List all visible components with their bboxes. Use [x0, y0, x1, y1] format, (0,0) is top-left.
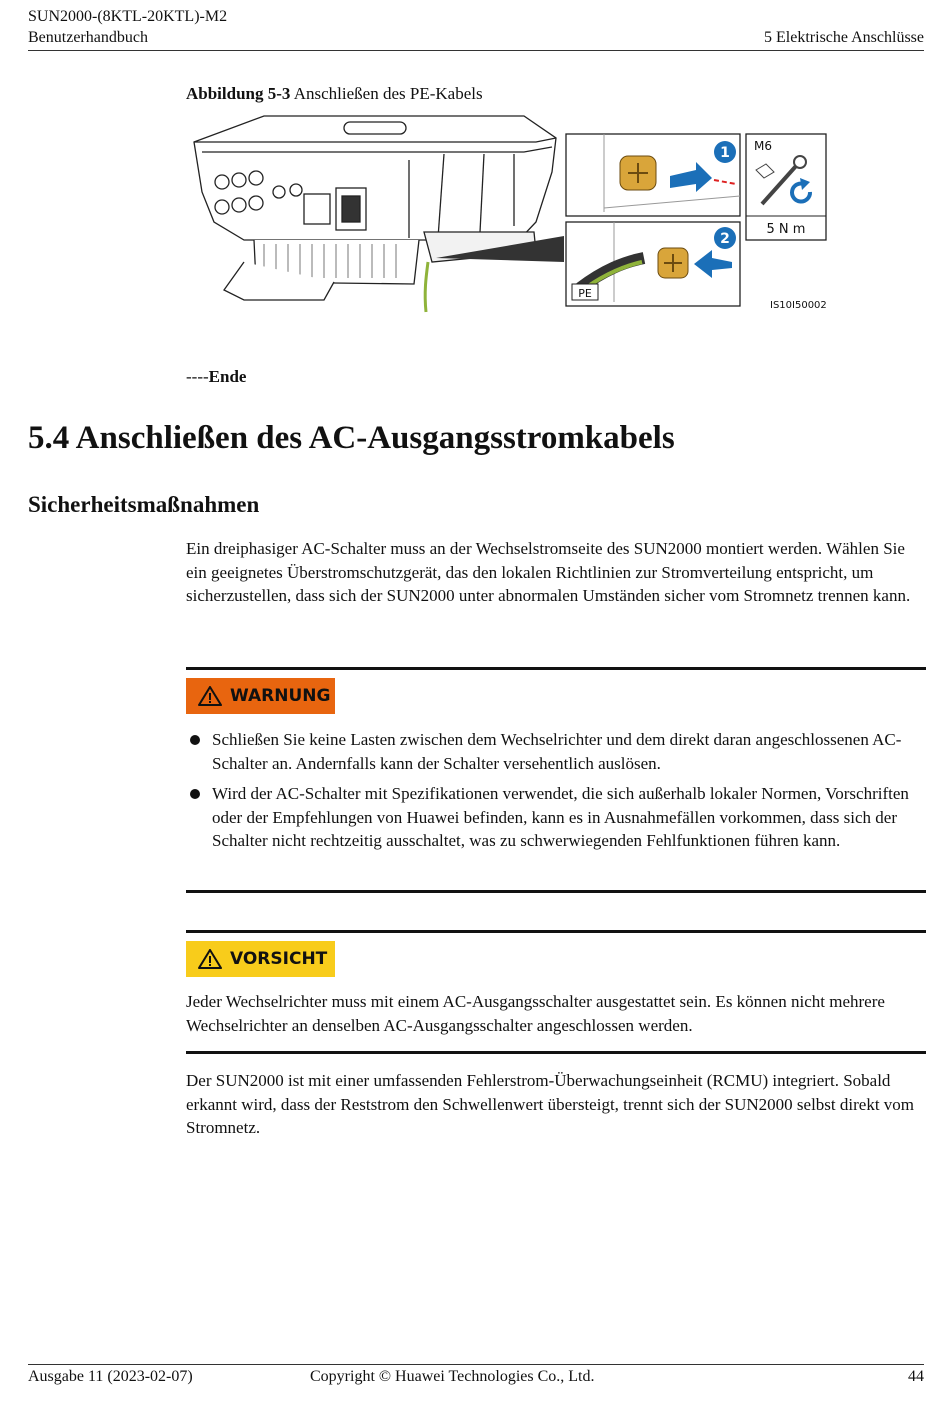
torque-panel: [746, 134, 826, 240]
section-subtitle: Sicherheitsmaßnahmen: [28, 492, 260, 517]
caution-label: VORSICHT: [230, 949, 328, 969]
step1-number: 1: [720, 145, 730, 161]
footer-edition: Ausgabe 11 (2023-02-07): [28, 1368, 193, 1385]
section-title: 5.4 Anschließen des AC-Ausgangsstromkabels: [28, 420, 675, 456]
intro-paragraph: Ein dreiphasiger AC-Schalter muss an der Wechselstromseite des SUN2000 montiert werden. Wählen Sie ein geeignetes Überstromschutzgerät, das den lokalen Richtlinien zur Stromverteilung entspricht, um sicherzustellen, dass sich der SUN2000 unter abnormalen Umständen sicher vom Stromnetz trennen kann.: [186, 539, 911, 605]
caution-badge: [186, 941, 335, 977]
warning-bottom-rule: [186, 890, 926, 893]
figure-caption-label: Abbildung 5-3: [186, 84, 291, 103]
footer-page-number: 44: [908, 1368, 924, 1385]
warning-item: Wird der AC-Schalter mit Spezifikationen verwendet, die sich außerhalb lokaler Normen, Vorschriften oder der Empfehlungen von Huawei befinden, kann es in Ausnahmefällen vorkommen, dass sich der Schalter nicht rechtzeitig ausschaltet, was zu schwerwiegenden Fehlfunktionen führen kann.: [186, 782, 926, 853]
end-label: Ende: [208, 367, 247, 386]
footer-rule: [28, 1364, 924, 1365]
caution-triangle-icon: [198, 949, 222, 969]
torque-value: 5 N m: [766, 222, 806, 237]
end-dashes: ----: [186, 367, 209, 386]
warning-label: WARNUNG: [230, 686, 331, 706]
warning-top-rule: [186, 667, 926, 670]
header-product: SUN2000-(8KTL-20KTL)-M2: [28, 8, 228, 25]
caution-bottom-rule: [186, 1051, 926, 1054]
header-chapter: 5 Elektrische Anschlüsse: [764, 29, 924, 46]
pe-cable-figure: [184, 112, 832, 318]
figure-image-code: IS10I50002: [770, 300, 827, 311]
warning-triangle-icon: [198, 686, 222, 706]
caution-text: Jeder Wechselrichter muss mit einem AC-Ausgangsschalter ausgestattet sein. Es können nicht mehrere Wechselrichter an denselben AC-Ausgangsschalter angeschlossen werden.: [186, 992, 885, 1035]
bolt-size: M6: [754, 139, 772, 153]
warning-list: [186, 728, 926, 860]
warning-badge: [186, 678, 335, 714]
caution-top-rule: [186, 930, 926, 933]
step2-number: 2: [720, 231, 730, 247]
header-rule: [28, 50, 924, 51]
header-doc-type: Benutzerhandbuch: [28, 29, 148, 46]
inverter-illustration: [194, 116, 564, 312]
rcmu-paragraph: Der SUN2000 ist mit einer umfassenden Fehlerstrom-Überwachungseinheit (RCMU) integriert. Sobald erkannt wird, dass der Reststrom den Schwellenwert übersteigt, trennt sich der SUN2000 selbst direkt vom Stromnetz.: [186, 1071, 915, 1137]
footer-copyright: Copyright © Huawei Technologies Co., Ltd.: [310, 1368, 595, 1385]
warning-item: Schließen Sie keine Lasten zwischen dem Wechselrichter und dem direkt daran angeschlossenen AC-Schalter an. Andernfalls kann der Schalter versehentlich auslösen.: [186, 728, 926, 775]
figure-illustration: [184, 112, 832, 318]
pe-label: PE: [578, 287, 592, 300]
figure-caption: [186, 82, 483, 106]
detail-panel-step1: [566, 134, 740, 216]
end-marker: [186, 365, 246, 389]
figure-caption-text: Anschließen des PE-Kabels: [290, 84, 483, 103]
detail-panel-step2: [566, 222, 740, 306]
